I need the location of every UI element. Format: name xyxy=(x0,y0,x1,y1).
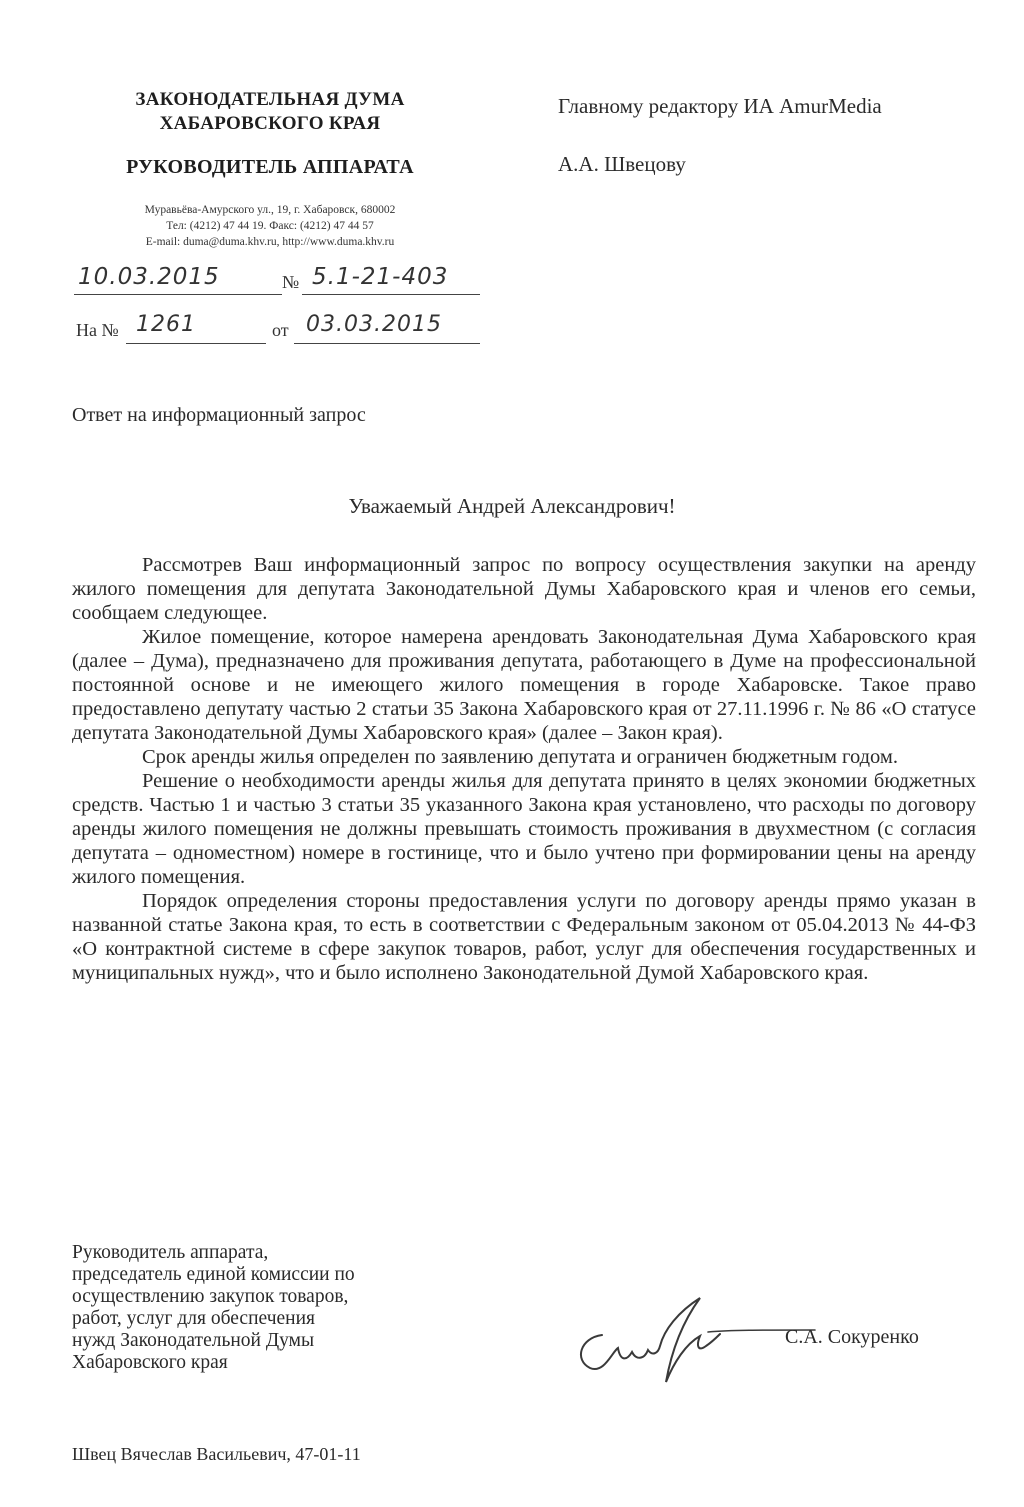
reply-date-label: от xyxy=(272,320,289,340)
body-paragraph: Рассмотрев Ваш информационный запрос по вопросу осуществления закупки на аренду жилого помещения для депутата Законодательной Думы Хабаровского края и членов его семьи, сообщаем следующее. xyxy=(72,554,976,624)
signatory-title-line: Хабаровского края xyxy=(72,1352,228,1373)
body-paragraph: Жилое помещение, которое намерена арендовать Законодательная Дума Хабаровского края (далее – Дума), предназначено для проживания депутата, работающего в Думе на профессиональной постоянной основе и не имеющего жилого помещения в городе Хабаровске. Такое право предоставлено депутату частью 2 статьи 35 Закона Хабаровского края от 27.11.1996 г. № 86 «О статусе депутата Законодательной Думы Хабаровского края» (далее – Закон края). xyxy=(72,626,976,744)
body-paragraph: Решение о необходимости аренды жилья для депутата принято в целях экономии бюджетных средств. Частью 1 и частью 3 статьи 35 указанного Закона края установлено, что расходы по договору аренды жилого помещения не должны превышать стоимость проживания в двухместном (с согласия депутата – одноместном) номере в гостинице, что и было учтено при формировании цены на аренду жилого помещения. xyxy=(72,770,976,888)
reply-date: 03.03.2015 xyxy=(306,312,442,337)
department-title: РУКОВОДИТЕЛЬ АППАРАТА xyxy=(126,156,414,178)
letter-subject: Ответ на информационный запрос xyxy=(72,404,366,426)
organization-name-line1: ЗАКОНОДАТЕЛЬНАЯ ДУМА xyxy=(135,89,405,110)
signatory-title-line: председатель единой комиссии по xyxy=(72,1264,355,1285)
recipient-position: Главному редактору ИА AmurMedia xyxy=(558,94,882,118)
recipient-name: А.А. Швецову xyxy=(558,152,686,176)
body-paragraph: Порядок определения стороны предоставления услуги по договору аренды прямо указан в названной статье Закона края, то есть в соответствии с Федеральным законом от 05.04.2013 № 44-ФЗ «О контрактной системе в сфере закупок товаров, работ, услуг для обеспечения государственных и муниципальных нужд», что и было исполнено Законодательной Думой Хабаровского края. xyxy=(72,890,976,984)
address-line: Муравьёва-Амурского ул., 19, г. Хабаровск, 680002 xyxy=(144,204,396,216)
reply-date-underline xyxy=(294,343,480,344)
outgoing-number: 5.1-21-403 xyxy=(312,264,449,290)
email-web-line: E-mail: duma@duma.khv.ru, http://www.duma.khv.ru xyxy=(145,236,395,248)
reply-number-label: На № xyxy=(76,320,119,340)
organization-name-line2: ХАБАРОВСКОГО КРАЯ xyxy=(159,113,381,134)
letter-body xyxy=(72,553,976,985)
signatory-title-line: работ, услуг для обеспечения xyxy=(72,1308,315,1329)
signatory-title-line: нужд Законодательной Думы xyxy=(72,1330,315,1351)
outgoing-date-underline xyxy=(74,294,282,295)
outgoing-number-underline xyxy=(302,294,480,295)
letter-greeting: Уважаемый Андрей Александрович! xyxy=(348,494,676,518)
reply-number: 1261 xyxy=(136,312,196,337)
phone-fax-line: Тел: (4212) 47 44 19. Факс: (4212) 47 44 57 xyxy=(166,220,374,232)
signatory-name: С.А. Сокуренко xyxy=(785,1326,919,1348)
outgoing-number-label: № xyxy=(282,272,300,292)
signatory-title-line: Руководитель аппарата, xyxy=(72,1242,269,1263)
outgoing-date: 10.03.2015 xyxy=(78,264,220,290)
executor-contact: Швец Вячеслав Васильевич, 47-01-11 xyxy=(72,1444,361,1464)
reply-number-underline xyxy=(126,343,266,344)
signatory-title-line: осуществлению закупок товаров, xyxy=(72,1286,349,1307)
signatory-title xyxy=(72,1242,444,1374)
organization-name xyxy=(60,88,480,136)
contact-block xyxy=(60,202,480,250)
body-paragraph: Срок аренды жилья определен по заявлению депутата и ограничен бюджетным годом. xyxy=(142,746,898,768)
